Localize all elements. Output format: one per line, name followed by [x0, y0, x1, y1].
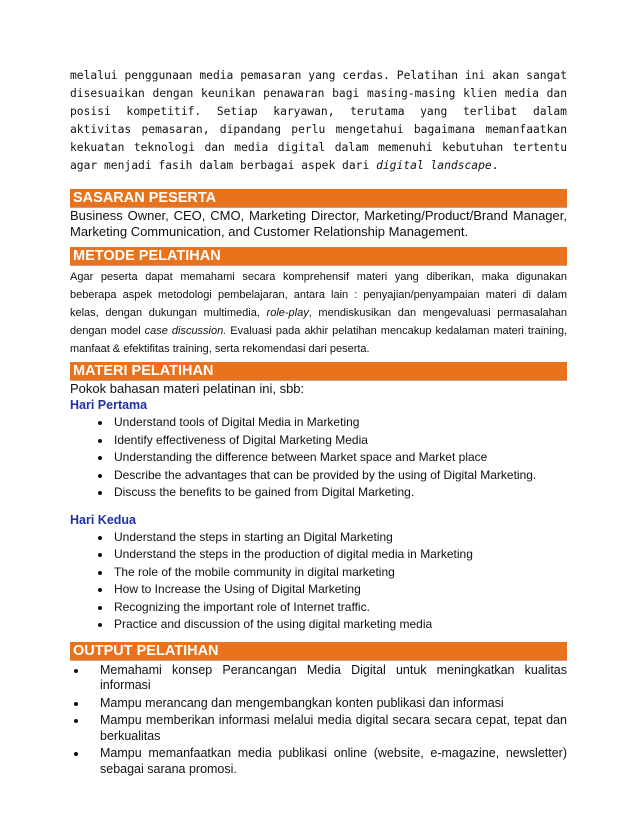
intro-text: melalui penggunaan media pemasaran yang cerdas. Pelatihan ini akan sangat disesuaikan dengan keunikan penawaran bagi masing-masing klien media dan posisi kompetitif. Setiap karyawan, terutama yang terlibat dalam aktivitas pemasaran, dipandang perlu mengetahui bagaimana memanfaatkan kekuatan teknologi dan media digital dalam memenuhi kebutuhan tertentu agar menjadi fasih dalam berbagai aspek dari — [70, 69, 567, 172]
metode-text-middle: , mendiskusikan dan mengevaluasi permasalahan dengan model — [70, 307, 567, 337]
intro-end: . — [491, 159, 499, 172]
list-item: • Discuss the benefits to be gained from Digital Marketing. — [112, 484, 567, 502]
list-item: • Understanding the difference between Market space and Market place — [112, 449, 567, 467]
day-title-kedua: Hari Kedua — [70, 512, 136, 527]
list-item: • Understand tools of Digital Media in Marketing — [112, 414, 567, 432]
section-heading-metode: METODE PELATIHAN — [70, 247, 567, 266]
list-item: • Describe the advantages that can be provided by the using of Digital Marketing. — [112, 467, 567, 485]
document-page — [70, 67, 567, 779]
metode-text-after: Evaluasi pada akhir pelatihan mencakup kedalaman materi training, manfaat & efektifitas training, serta rekomendasi dari peserta. — [70, 325, 567, 355]
spacer — [70, 502, 567, 512]
list-item: • Mampu memberikan informasi melalui media digital secara secara cepat, tepat dan berkualitas — [88, 713, 567, 744]
list-item: • Practice and discussion of the using digital marketing media — [112, 616, 567, 634]
list-item: • Understand the steps in the production of digital media in Marketing — [112, 546, 567, 564]
sasaran-text: Business Owner, CEO, CMO, Marketing Director, Marketing/Product/Brand Manager, Marketing Communication, and Customer Relationship Management. — [70, 208, 567, 239]
list-item: • Mampu memanfaatkan media publikasi online (website, e-magazine, newsletter) sebagai sarana promosi. — [88, 746, 567, 777]
day2-topic-list — [70, 529, 567, 634]
list-item: • Mampu merancang dan mengembangkan konten publikasi dan informasi — [88, 696, 567, 712]
metode-text-before: Agar peserta dapat memahami secara komprehensif materi yang diberikan, maka digunakan beberapa aspek metodologi pembelajaran, antara lain : penyajian/penyampaian materi di dalam kelas, dengan dukungan multimedia, — [70, 271, 567, 319]
section-heading-output: OUTPUT PELATIHAN — [70, 642, 567, 661]
list-item: • Identify effectiveness of Digital Marketing Media — [112, 432, 567, 450]
output-list — [70, 663, 567, 778]
materi-intro: Pokok bahasan materi pelatinan ini, sbb: — [70, 381, 305, 396]
section-heading-sasaran: SASARAN PESERTA — [70, 189, 567, 208]
list-item: • Understand the steps in starting an Digital Marketing — [112, 529, 567, 547]
list-item: • The role of the mobile community in digital marketing — [112, 564, 567, 582]
section-heading-materi: MATERI PELATIHAN — [70, 362, 567, 381]
metode-case: case discussion. — [144, 325, 227, 337]
list-item: • How to Increase the Using of Digital Marketing — [112, 581, 567, 599]
list-item: • Memahami konsep Perancangan Media Digital untuk meningkatkan kualitas informasi — [88, 663, 567, 694]
day1-topic-list — [70, 414, 567, 502]
intro-paragraph — [70, 67, 567, 175]
intro-emphasis: digital landscape — [376, 159, 492, 172]
metode-paragraph — [70, 268, 567, 358]
list-item: • Recognizing the important role of Internet traffic. — [112, 599, 567, 617]
day-title-pertama: Hari Pertama — [70, 398, 148, 412]
metode-roleplay: role-play — [266, 307, 309, 319]
